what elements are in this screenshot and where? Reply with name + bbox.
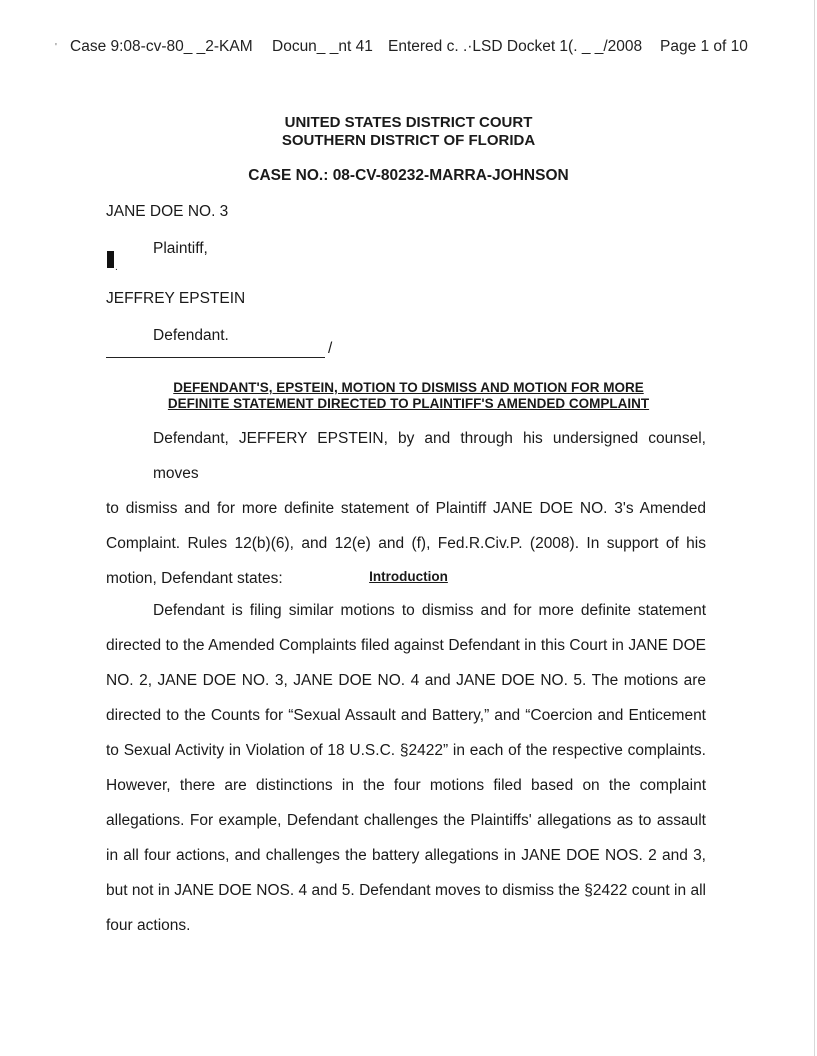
motion-title-line2: DEFINITE STATEMENT DIRECTED TO PLAINTIFF'S AMENDED COMPLAINT — [167, 396, 650, 411]
court-name-line1: UNITED STATES DISTRICT COURT — [284, 114, 533, 131]
court-name-line2: SOUTHERN DISTRICT OF FLORIDA — [281, 132, 536, 149]
paragraph-line: Defendant, JEFFERY EPSTEIN, by and through his undersigned counsel, moves — [153, 430, 706, 482]
paragraph-line: Complaint. Rules 12(b)(6), and 12(e) and (f), Fed.R.Civ.P. (2008). In support of his — [106, 535, 706, 552]
versus-mark: . — [115, 262, 118, 273]
defendant-name: JEFFREY EPSTEIN — [106, 290, 246, 307]
defendant-role: Defendant. — [153, 327, 229, 344]
page-edge-line — [814, 0, 815, 1056]
paragraph-line: four actions. — [106, 917, 191, 934]
paragraph-line: Defendant is filing similar motions to dismiss and for more definite statement — [153, 602, 706, 619]
caption-rule — [106, 357, 325, 358]
header-entered-docket: Entered c. .·LSD Docket 1(. _ _/2008 — [388, 38, 643, 55]
paragraph-line: allegations. For example, Defendant challenges the Plaintiffs' allegations as to assault — [106, 812, 706, 829]
paragraph-line: directed to the Counts for “Sexual Assault and Battery,” and “Coercion and Enticement — [106, 707, 706, 724]
redaction-mark — [107, 251, 114, 268]
paragraph-line: to dismiss and for more definite statement of Plaintiff JANE DOE NO. 3's Amended — [106, 500, 706, 517]
paragraph-line: but not in JANE DOE NOS. 4 and 5. Defendant moves to dismiss the §2422 count in all — [106, 882, 706, 899]
paragraph-line: However, there are distinctions in the four motions filed based on the complaint — [106, 777, 706, 794]
header-case-number: Case 9:08-cv-80_ _2-KAM — [70, 38, 253, 55]
paragraph-line: motion, Defendant states: — [106, 570, 283, 587]
paragraph-line: NO. 2, JANE DOE NO. 3, JANE DOE NO. 4 and JANE DOE NO. 5. The motions are — [106, 672, 706, 689]
motion-title-line1: DEFENDANT'S, EPSTEIN, MOTION TO DISMISS AND MOTION FOR MORE — [173, 380, 644, 395]
paragraph-introduction — [106, 593, 706, 943]
case-number-heading: CASE NO.: 08-CV-80232-MARRA-JOHNSON — [248, 167, 569, 184]
paragraph-line: to Sexual Activity in Violation of 18 U.S.C. §2422” in each of the respective complaints. — [106, 742, 706, 759]
header-document-number: Docun_ _nt 41 — [272, 38, 373, 55]
caption-slash: / — [328, 340, 333, 357]
plaintiff-name: JANE DOE NO. 3 — [106, 203, 229, 220]
paragraph-line: in all four actions, and challenges the battery allegations in JANE DOE NOS. 2 and 3, — [106, 847, 706, 864]
scan-mark: ' — [55, 42, 57, 53]
header-page-number: Page 1 of 10 — [660, 38, 748, 55]
paragraph-line: directed to the Amended Complaints filed against Defendant in this Court in JANE DOE — [106, 637, 706, 654]
plaintiff-role: Plaintiff, — [153, 240, 208, 257]
introduction-heading: Introduction — [369, 569, 448, 584]
